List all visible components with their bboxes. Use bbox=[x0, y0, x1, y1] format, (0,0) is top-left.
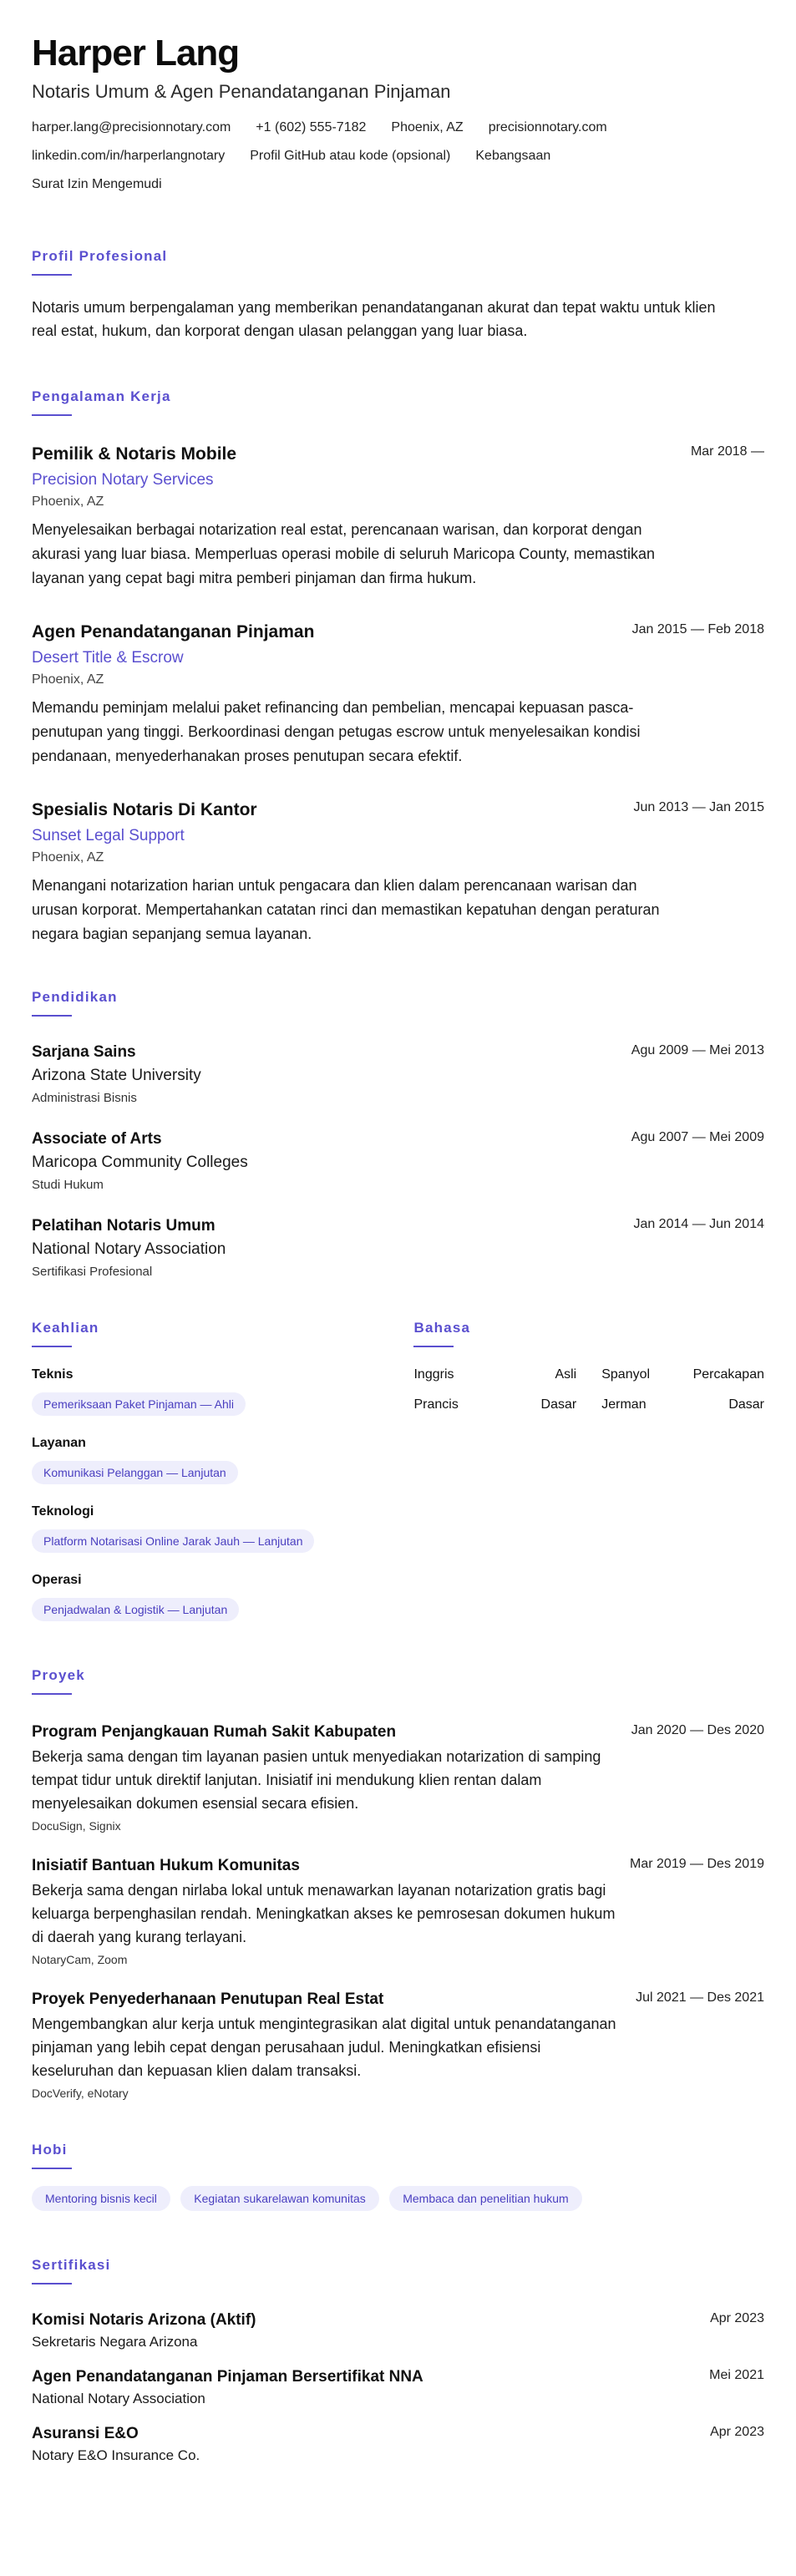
summary-text: Notaris umum berpengalaman yang memberikan penandatanganan akurat dan tepat waktu untuk klien real estat, hukum, dan korporat dengan ulasan pelanggan yang luar biasa. bbox=[32, 299, 716, 339]
language-name: Jerman bbox=[601, 1397, 646, 1412]
skill-category: Teknis bbox=[32, 1367, 74, 1382]
section-title: Pendidikan bbox=[32, 989, 118, 1005]
certification-entry bbox=[32, 2423, 764, 2465]
hobby-list bbox=[32, 2186, 764, 2211]
job-company: Sunset Legal Support bbox=[32, 827, 185, 844]
project-entry bbox=[32, 1989, 764, 2101]
contact-phone[interactable]: +1 (602) 555-7182 bbox=[256, 120, 367, 134]
certification-entry bbox=[32, 2366, 764, 2408]
hobby-chip: Membaca dan penelitian hukum bbox=[389, 2186, 581, 2211]
certification-name: Asuransi E&O bbox=[32, 2425, 139, 2442]
contact-location: Phoenix, AZ bbox=[391, 120, 464, 134]
skills-section bbox=[32, 1319, 413, 1621]
education-dates: Jan 2014 — Jun 2014 bbox=[633, 1217, 764, 1231]
certification-date: Apr 2023 bbox=[710, 2425, 764, 2439]
section-divider bbox=[32, 274, 72, 276]
language-name: Inggris bbox=[413, 1367, 454, 1382]
language-name: Spanyol bbox=[601, 1367, 651, 1382]
languages-section bbox=[413, 1319, 764, 1621]
job-title: Spesialis Notaris Di Kantor bbox=[32, 800, 257, 819]
project-title: Program Penjangkauan Rumah Sakit Kabupaten bbox=[32, 1723, 397, 1741]
section-divider bbox=[32, 2168, 72, 2169]
certification-date: Apr 2023 bbox=[710, 2311, 764, 2325]
hobby-chip: Kegiatan sukarelawan komunitas bbox=[180, 2186, 378, 2211]
section-divider bbox=[32, 1693, 72, 1695]
certification-date: Mei 2021 bbox=[709, 2368, 764, 2382]
job-dates: Jan 2015 — Feb 2018 bbox=[631, 622, 764, 636]
section-title: Keahlian bbox=[32, 1320, 99, 1336]
skill-chip: Komunikasi Pelanggan — Lanjutan bbox=[32, 1461, 238, 1484]
candidate-headline: Notaris Umum & Agen Penandatanganan Pinjaman bbox=[32, 81, 451, 102]
education-entry bbox=[32, 1215, 764, 1280]
contact-nationality: Kebangsaan bbox=[475, 149, 551, 163]
project-description: Bekerja sama dengan tim layanan pasien untuk menyediakan notarization di samping tempat tidur untuk direktif lanjutan. Inisiatif ini mendukung klien rentan dalam menyelesaikan dokumen esensial secara efisien. bbox=[32, 1748, 601, 1812]
job-location: Phoenix, AZ bbox=[32, 672, 104, 687]
section-title: Proyek bbox=[32, 1667, 85, 1683]
section-divider bbox=[32, 1346, 72, 1347]
certifications-section bbox=[32, 2256, 764, 2465]
education-field: Sertifikasi Profesional bbox=[32, 1265, 153, 1279]
education-degree: Pelatihan Notaris Umum bbox=[32, 1217, 215, 1235]
job-company: Precision Notary Services bbox=[32, 471, 214, 489]
language-item bbox=[413, 1366, 576, 1384]
section-divider bbox=[32, 414, 72, 416]
summary-section bbox=[32, 247, 764, 342]
job-dates: Jun 2013 — Jan 2015 bbox=[633, 800, 764, 814]
job-location: Phoenix, AZ bbox=[32, 850, 104, 865]
language-list bbox=[413, 1366, 764, 1414]
language-name: Prancis bbox=[413, 1397, 459, 1412]
education-dates: Agu 2009 — Mei 2013 bbox=[631, 1043, 764, 1057]
project-dates: Mar 2019 — Des 2019 bbox=[630, 1857, 764, 1871]
project-title: Proyek Penyederhanaan Penutupan Real Estat bbox=[32, 1990, 384, 2008]
projects-section bbox=[32, 1666, 764, 2101]
project-dates: Jul 2021 — Des 2021 bbox=[636, 1990, 764, 2005]
section-title: Profil Profesional bbox=[32, 248, 168, 264]
resume-header bbox=[32, 32, 764, 204]
section-title: Bahasa bbox=[413, 1320, 471, 1336]
education-entry bbox=[32, 1128, 764, 1194]
language-level: Dasar bbox=[728, 1397, 764, 1412]
hobby-chip: Mentoring bisnis kecil bbox=[32, 2186, 170, 2211]
certification-name: Agen Penandatanganan Pinjaman Bersertifikat NNA bbox=[32, 2368, 423, 2386]
education-entry bbox=[32, 1042, 764, 1107]
contact-list bbox=[32, 119, 717, 204]
certification-entry bbox=[32, 2310, 764, 2351]
section-divider bbox=[413, 1346, 454, 1347]
education-dates: Agu 2007 — Mei 2009 bbox=[631, 1130, 764, 1144]
job-title: Pemilik & Notaris Mobile bbox=[32, 444, 237, 464]
language-level: Dasar bbox=[540, 1397, 577, 1412]
project-description: Bekerja sama dengan nirlaba lokal untuk menawarkan layanan notarization gratis bagi keluarga berpenghasilan rendah. Meningkatkan akses ke pemrosesan dokumen hukum di daerah yang kurang terlayani. bbox=[32, 1882, 616, 1945]
section-divider bbox=[32, 2283, 72, 2284]
section-divider bbox=[32, 1015, 72, 1017]
skill-category: Operasi bbox=[32, 1573, 82, 1587]
job-entry bbox=[32, 443, 764, 591]
language-item bbox=[601, 1366, 764, 1384]
language-level: Asli bbox=[555, 1367, 577, 1382]
skill-category: Teknologi bbox=[32, 1504, 94, 1519]
job-entry bbox=[32, 799, 764, 946]
project-tools: NotaryCam, Zoom bbox=[32, 1953, 128, 1966]
education-school: National Notary Association bbox=[32, 1240, 226, 1258]
certification-issuer: Notary E&O Insurance Co. bbox=[32, 2447, 200, 2463]
contact-driving-license: Surat Izin Mengemudi bbox=[32, 177, 162, 191]
project-dates: Jan 2020 — Des 2020 bbox=[631, 1723, 764, 1737]
job-location: Phoenix, AZ bbox=[32, 494, 104, 509]
certification-name: Komisi Notaris Arizona (Aktif) bbox=[32, 2311, 256, 2329]
candidate-name: Harper Lang bbox=[32, 33, 240, 74]
skills-languages-row bbox=[32, 1319, 764, 1621]
job-dates: Mar 2018 — bbox=[690, 444, 764, 459]
contact-website[interactable]: precisionnotary.com bbox=[488, 120, 607, 134]
project-entry bbox=[32, 1722, 764, 1833]
education-degree: Associate of Arts bbox=[32, 1130, 162, 1148]
contact-email[interactable]: harper.lang@precisionnotary.com bbox=[32, 120, 231, 134]
language-item bbox=[601, 1396, 764, 1414]
job-description: Menangani notarization harian untuk pengacara dan klien dalam perencanaan warisan dan urusan korporat. Mempertahankan catatan rinci dan memastikan kepatuhan dengan peraturan negara bagian sepanjang semua layanan. bbox=[32, 877, 660, 942]
project-tools: DocuSign, Signix bbox=[32, 1819, 121, 1833]
job-entry bbox=[32, 621, 764, 768]
project-tools: DocVerify, eNotary bbox=[32, 2087, 129, 2100]
hobbies-section bbox=[32, 2141, 764, 2211]
skill-chip: Pemeriksaan Paket Pinjaman — Ahli bbox=[32, 1392, 246, 1416]
job-title: Agen Penandatanganan Pinjaman bbox=[32, 622, 315, 641]
experience-section bbox=[32, 388, 764, 946]
contact-linkedin[interactable]: linkedin.com/in/harperlangnotary bbox=[32, 149, 226, 163]
section-title: Hobi bbox=[32, 2142, 68, 2158]
certification-issuer: National Notary Association bbox=[32, 2391, 205, 2406]
skill-chip: Penjadwalan & Logistik — Lanjutan bbox=[32, 1598, 239, 1621]
skill-chip: Platform Notarisasi Online Jarak Jauh — Lanjutan bbox=[32, 1529, 314, 1553]
project-title: Inisiatif Bantuan Hukum Komunitas bbox=[32, 1857, 300, 1874]
education-section bbox=[32, 988, 764, 1280]
certification-issuer: Sekretaris Negara Arizona bbox=[32, 2334, 198, 2350]
education-degree: Sarjana Sains bbox=[32, 1043, 136, 1061]
project-description: Mengembangkan alur kerja untuk mengintegrasikan alat digital untuk penandatanganan pinjaman yang lebih cepat dengan perusahaan judul. Meningkatkan efisiensi keseluruhan dan kepuasan klien dalam transaksi. bbox=[32, 2016, 616, 2079]
language-item bbox=[413, 1396, 576, 1414]
skill-category: Layanan bbox=[32, 1436, 86, 1450]
contact-github[interactable]: Profil GitHub atau kode (opsional) bbox=[250, 149, 451, 163]
project-entry bbox=[32, 1855, 764, 1967]
section-title: Pengalaman Kerja bbox=[32, 388, 171, 404]
education-field: Studi Hukum bbox=[32, 1178, 104, 1192]
job-description: Menyelesaikan berbagai notarization real estat, perencanaan warisan, dan korporat dengan akurasi yang luar biasa. Memperluas operasi mobile di seluruh Maricopa County, memastikan layanan yang cepat bagi mitra pemberi pinjaman dan firma hukum. bbox=[32, 521, 656, 586]
job-company: Desert Title & Escrow bbox=[32, 649, 184, 667]
education-school: Arizona State University bbox=[32, 1067, 201, 1084]
section-title: Sertifikasi bbox=[32, 2257, 111, 2273]
job-description: Memandu peminjam melalui paket refinancing dan pembelian, mencapai kepuasan pasca-penutupan yang tinggi. Berkoordinasi dengan petugas escrow untuk menyelesaikan kondisi pendanaan, menyederhanakan proses penutupan secara efektif. bbox=[32, 699, 641, 764]
language-level: Percakapan bbox=[692, 1367, 764, 1382]
education-field: Administrasi Bisnis bbox=[32, 1091, 137, 1105]
education-school: Maricopa Community Colleges bbox=[32, 1154, 248, 1171]
